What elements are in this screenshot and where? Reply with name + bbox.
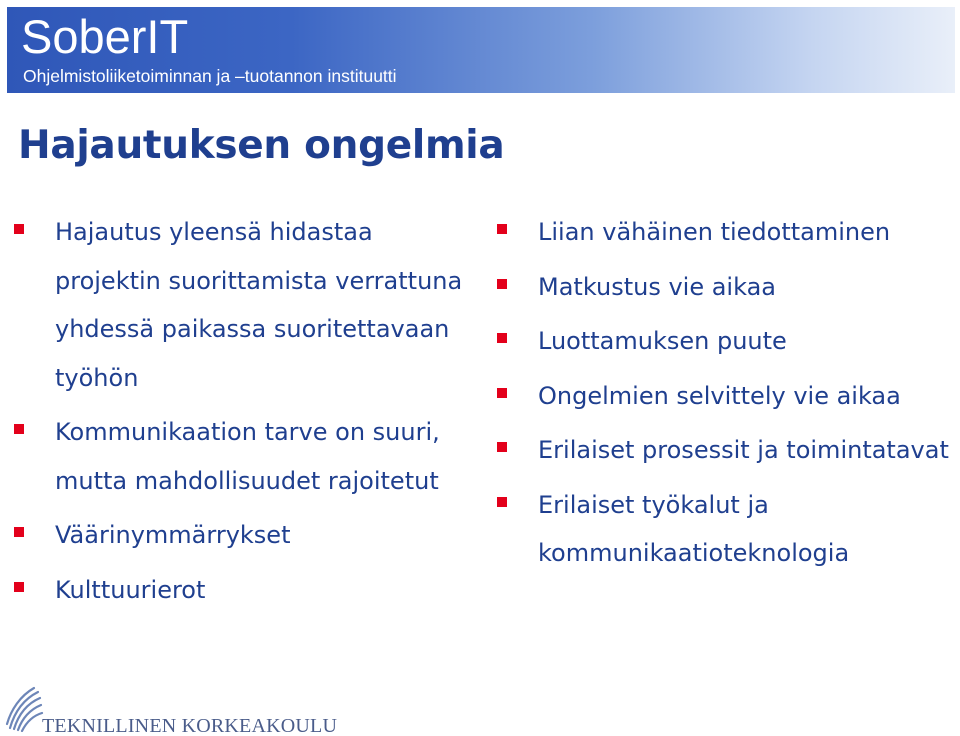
list-item — [497, 426, 957, 475]
left-bullet-list — [14, 208, 469, 620]
bullet-icon — [14, 424, 24, 434]
list-item — [497, 372, 957, 421]
right-bullet-list — [497, 208, 957, 584]
list-item — [497, 317, 957, 366]
list-item — [14, 511, 469, 560]
bullet-text: Kulttuurierot — [55, 575, 206, 604]
bullet-text: Ongelmien selvittely vie aikaa — [538, 381, 901, 410]
bullet-icon — [497, 224, 507, 234]
brand-subtitle: Ohjelmistoliiketoiminnan ja –tuotannon instituutti — [23, 66, 397, 86]
slide-title: Hajautuksen ongelmia — [18, 123, 505, 168]
header-banner — [7, 7, 955, 93]
institution-name: TEKNILLINEN KORKEAKOULU — [42, 715, 338, 736]
list-item — [497, 481, 957, 578]
list-item — [14, 566, 469, 615]
bullet-text: Erilaiset prosessit ja toimintatavat — [538, 436, 949, 464]
bullet-icon — [497, 333, 507, 343]
bullet-text: Luottamuksen puute — [538, 327, 787, 355]
bullet-icon — [14, 224, 24, 234]
bullet-icon — [497, 279, 507, 289]
bullet-icon — [497, 388, 507, 398]
bullet-text: Väärinymmärrykset — [55, 521, 291, 549]
bullet-text: Matkustus vie aikaa — [538, 272, 776, 301]
brand-name: SoberIT — [21, 10, 189, 63]
bullet-icon — [14, 582, 24, 592]
bullet-text: Hajautus yleensä hidastaa projektin suorittamista verrattuna yhdessä paikassa suoritettavaan työhön — [55, 218, 463, 392]
list-item — [497, 208, 957, 257]
list-item — [14, 408, 469, 505]
bullet-icon — [14, 527, 24, 537]
bullet-icon — [497, 442, 507, 452]
bullet-text: Erilaiset työkalut ja kommunikaatioteknologia — [538, 490, 850, 567]
list-item — [14, 208, 469, 402]
bullet-text: Kommunikaation tarve on suuri, mutta mahdollisuudet rajoitetut — [55, 418, 440, 495]
list-item — [497, 263, 957, 312]
bullet-text: Liian vähäinen tiedottaminen — [538, 218, 891, 246]
bullet-icon — [497, 497, 507, 507]
hut-logo-icon — [4, 686, 44, 732]
